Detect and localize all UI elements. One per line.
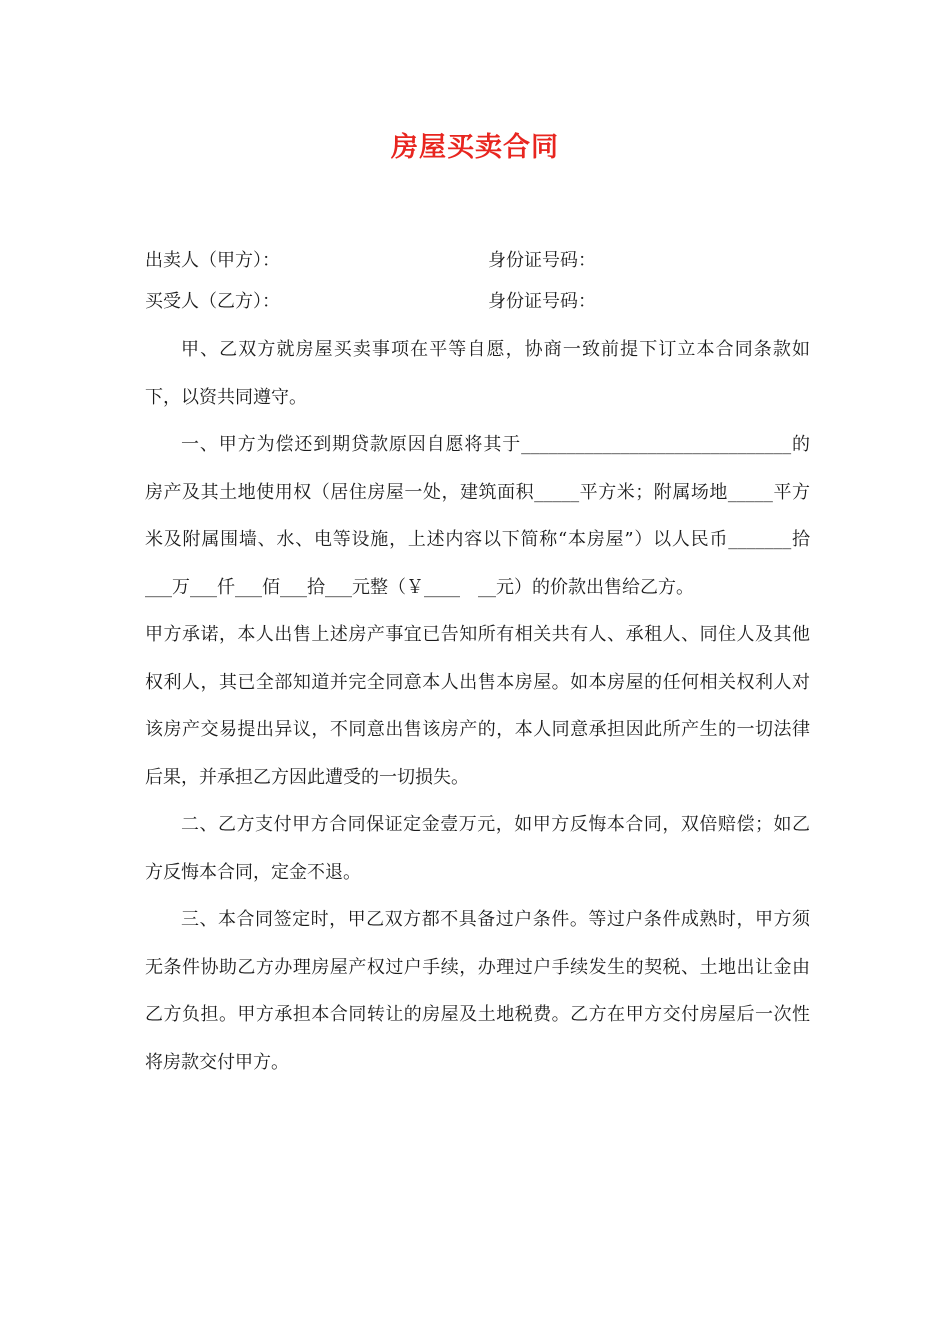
paragraph-seller-commitment: 甲方承诺，本人出售上述房产事宜已告知所有相关共有人、承租人、同住人及其他权利人，其已全部知道并完全同意本人出售本房屋。如本房屋的任何相关权利人对该房产交易提出异议，不同意出售该房产的，本人同意承担因此所产生的一切法律后果，并承担乙方因此遭受的一切损失。 — [145, 624, 810, 788]
paragraph-preamble: 甲、乙双方就房屋买卖事项在平等自愿，协商一致前提下订立本合同条款如下，以资共同遵守。 — [145, 339, 810, 408]
seller-row — [145, 240, 810, 281]
paragraph-clause-2: 二、乙方支付甲方合同保证定金壹万元，如甲方反悔本合同，双倍赔偿；如乙方反悔本合同，定金不退。 — [145, 814, 810, 883]
paragraph-clause-3: 三、本合同签定时，甲乙双方都不具备过户条件。等过户条件成熟时，甲方须无条件协助乙方办理房屋产权过户手续，办理过户手续发生的契税、土地出让金由乙方负担。甲方承担本合同转让的房屋及土地税费。乙方在甲方交付房屋后一次性将房款交付甲方。 — [145, 909, 810, 1073]
buyer-label: 买受人（乙方）： — [145, 291, 280, 312]
buyer-row — [145, 281, 810, 322]
paragraph-clause-1: 一、甲方为偿还到期贷款原因自愿将其于______________________________的房产及其土地使用权（居住房屋一处，建筑面积_____平方米；附属场地_____平方米及附属围墙、水、电等设施，上述内容以下简称“本房屋”）以人民币_______拾___万___仟___佰___拾___元整（￥____ __元）的价款出售给乙方。 — [145, 434, 810, 598]
seller-id-label: 身份证号码： — [488, 250, 596, 271]
buyer-id-label: 身份证号码： — [488, 291, 596, 312]
document-title: 房屋买卖合同 — [391, 132, 559, 163]
document-body — [145, 240, 810, 1086]
seller-label: 出卖人（甲方）： — [145, 250, 280, 271]
